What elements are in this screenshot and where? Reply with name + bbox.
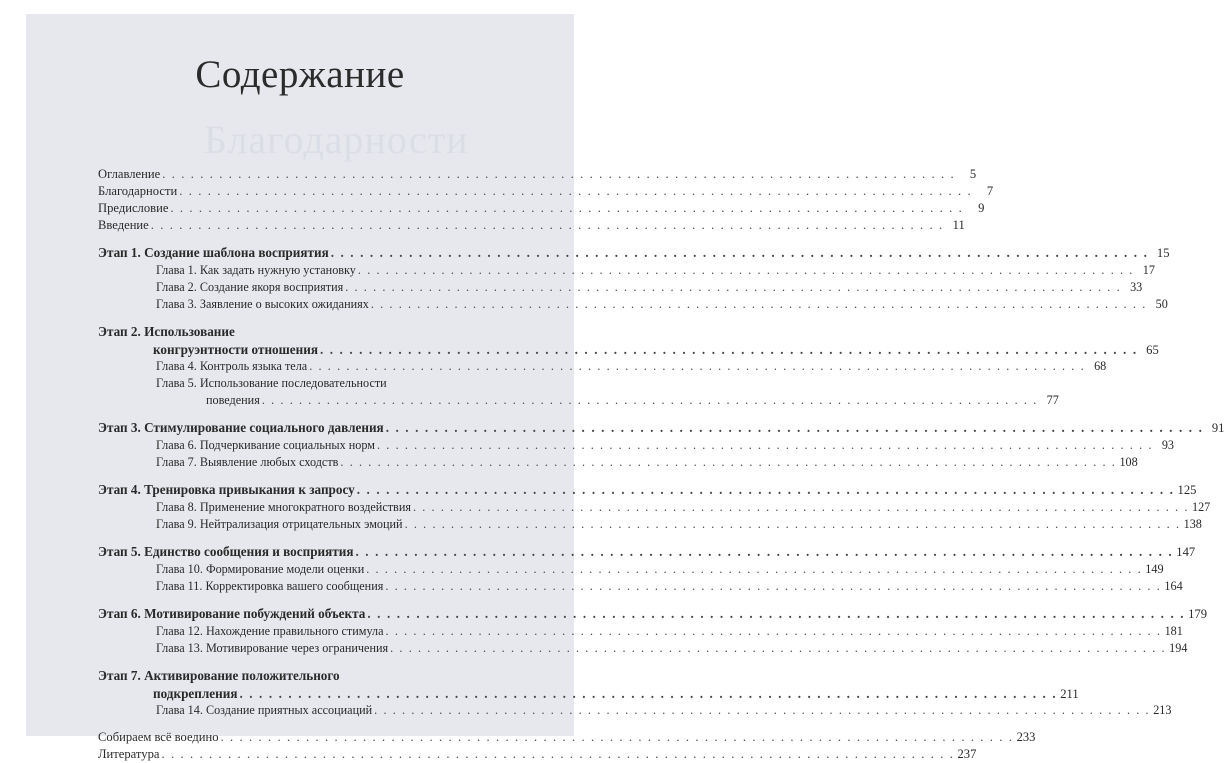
- toc-chapter: [98, 437, 1175, 454]
- leader-dots: [356, 543, 1174, 561]
- leader-dots: [386, 419, 1204, 437]
- toc-stage: [98, 685, 1079, 702]
- toc-entry-label: Оглавление: [98, 167, 161, 181]
- book-page: [26, 14, 1224, 761]
- toc-chapter: [98, 296, 1168, 313]
- toc-chapter-page: 17: [1142, 263, 1155, 277]
- toc-stage-label-line2: подкрепления: [153, 686, 238, 701]
- toc-stage-label: Этап 5. Единство сообщения и восприятия: [98, 544, 354, 559]
- toc-stage: [98, 543, 1196, 561]
- toc-chapter-label: Глава 11. Корректировка вашего сообщения: [156, 579, 384, 593]
- toc-chapter: [98, 392, 1059, 409]
- leader-dots: [377, 437, 1153, 454]
- toc-chapter-page: 68: [1094, 359, 1107, 373]
- toc-entry: [98, 729, 1036, 746]
- toc-chapter: [98, 499, 1211, 516]
- toc-entry: [98, 217, 965, 234]
- toc-entry-label: Введение: [98, 218, 149, 232]
- bleed-through-text: Благодарности: [204, 117, 469, 162]
- toc-stage-label: Этап 6. Мотивирование побуждений объекта: [98, 606, 366, 621]
- leader-dots: [340, 454, 1116, 471]
- leader-dots: [345, 279, 1121, 296]
- table-of-contents: [98, 166, 1224, 763]
- toc-stage-label: Этап 4. Тренировка привыкания к запросу: [98, 482, 355, 497]
- leader-dots: [405, 516, 1181, 533]
- toc-chapter: [98, 640, 1188, 657]
- toc-chapter-label: Глава 12. Нахождение правильного стимула: [156, 624, 384, 638]
- leader-dots: [358, 262, 1134, 279]
- toc-entry-page: 9: [978, 201, 985, 215]
- toc-stage-page: 15: [1156, 246, 1170, 260]
- toc-stage: [98, 244, 1170, 262]
- toc-chapter-page: 33: [1130, 280, 1143, 294]
- leader-dots: [179, 183, 972, 200]
- toc-stage-page: 125: [1177, 483, 1197, 497]
- toc-stage-label: Этап 1. Создание шаблона восприятия: [98, 245, 329, 260]
- toc-entry-page: 233: [1016, 730, 1036, 744]
- leader-dots: [385, 578, 1161, 595]
- toc-entry-page: 5: [969, 167, 977, 181]
- leader-dots: [366, 561, 1142, 578]
- toc-chapter-label: Глава 1. Как задать нужную установку: [156, 263, 356, 277]
- toc-chapter: [98, 623, 1183, 640]
- toc-chapter-label: Глава 6. Подчеркивание социальных норм: [156, 438, 375, 452]
- toc-chapter: [98, 358, 1107, 375]
- toc-entry-page: 237: [957, 747, 977, 761]
- toc-stage-page: 211: [1060, 687, 1079, 701]
- toc-entry: [98, 166, 977, 183]
- toc-stage: [98, 341, 1159, 358]
- toc-entry-page: 11: [952, 218, 965, 232]
- toc-chapter-page: 108: [1119, 455, 1138, 469]
- leader-dots: [331, 244, 1149, 262]
- toc-chapter: [98, 561, 1164, 578]
- toc-chapter-page: 50: [1155, 297, 1168, 311]
- toc-chapter: [98, 279, 1143, 296]
- leader-dots: [367, 605, 1185, 623]
- toc-entry-label: Благодарности: [98, 184, 178, 198]
- toc-chapter-label: Глава 3. Заявление о высоких ожиданиях: [156, 297, 369, 311]
- toc-chapter-label: Глава 9. Нейтрализация отрицательных эмоций: [156, 517, 403, 531]
- leader-dots: [386, 623, 1162, 640]
- toc-stage-label-line2: конгруэнтности отношения: [153, 342, 318, 357]
- toc-chapter-label: Глава 10. Формирование модели оценки: [156, 562, 365, 576]
- toc-chapter-page: 181: [1164, 624, 1183, 638]
- toc-chapter-page: 77: [1046, 393, 1059, 407]
- toc-stage: [98, 419, 1224, 437]
- toc-chapter-page: 127: [1191, 500, 1211, 514]
- toc-entry-label: Предисловие: [98, 201, 169, 215]
- toc-stage-page: 91: [1211, 421, 1224, 435]
- toc-stage-page: 147: [1176, 545, 1196, 559]
- toc-stage-label: Этап 3. Стимулирование социального давления: [98, 420, 384, 435]
- leader-dots: [262, 392, 1038, 409]
- toc-stage-label-line1: Этап 2. Использование: [98, 324, 235, 339]
- toc-entry: [98, 746, 977, 763]
- leader-dots: [413, 499, 1189, 516]
- toc-chapter: [98, 454, 1138, 471]
- toc-chapter-label: Глава 4. Контроль языка тела: [156, 359, 308, 373]
- toc-chapter-label: Глава 2. Создание якоря восприятия: [156, 280, 344, 294]
- toc-chapter: [98, 578, 1183, 595]
- leader-dots: [309, 358, 1085, 375]
- toc-chapter-label-line1: Глава 5. Использование последовательности: [156, 376, 387, 390]
- toc-entry-label: Литература: [98, 747, 160, 761]
- page-title: Содержание: [195, 53, 405, 96]
- toc-entry: [98, 200, 985, 217]
- leader-dots: [371, 296, 1147, 313]
- leader-dots: [162, 166, 955, 183]
- leader-dots: [374, 702, 1150, 719]
- leader-dots: [170, 200, 963, 217]
- leader-dots: [320, 341, 1138, 358]
- toc-stage: [98, 605, 1208, 623]
- toc-chapter-label: Глава 8. Применение многократного воздействия: [156, 500, 411, 514]
- leader-dots: [151, 217, 944, 234]
- toc-entry: [98, 183, 994, 200]
- toc-chapter-label: Глава 14. Создание приятных ассоциаций: [156, 703, 373, 717]
- toc-chapter: [98, 262, 1155, 279]
- leader-dots: [390, 640, 1166, 657]
- toc-stage-page: 179: [1188, 607, 1208, 621]
- toc-chapter-page: 93: [1161, 438, 1175, 452]
- toc-chapter-label: Глава 13. Мотивирование через ограничения: [156, 641, 389, 655]
- toc-stage-label-line1: Этап 7. Активирование положительного: [98, 668, 340, 683]
- toc-chapter-page: 138: [1183, 517, 1202, 531]
- toc-chapter-page: 194: [1169, 641, 1188, 655]
- toc-chapter-page: 149: [1145, 562, 1164, 576]
- leader-dots: [239, 685, 1057, 702]
- toc-chapter: [98, 702, 1172, 719]
- toc-chapter-label: Глава 7. Выявление любых сходств: [156, 455, 339, 469]
- toc-chapter-label-line2: поведения: [206, 393, 260, 407]
- toc-stage-page: 65: [1146, 343, 1159, 357]
- toc-chapter: [98, 516, 1202, 533]
- toc-entry-page: 7: [986, 184, 994, 198]
- toc-entry-label: Собираем всё воедино: [98, 730, 219, 744]
- toc-stage: [98, 481, 1197, 499]
- toc-chapter-page: 213: [1153, 703, 1172, 717]
- toc-chapter-page: 164: [1164, 579, 1183, 593]
- leader-dots: [161, 746, 954, 763]
- leader-dots: [357, 481, 1175, 499]
- leader-dots: [221, 729, 1014, 746]
